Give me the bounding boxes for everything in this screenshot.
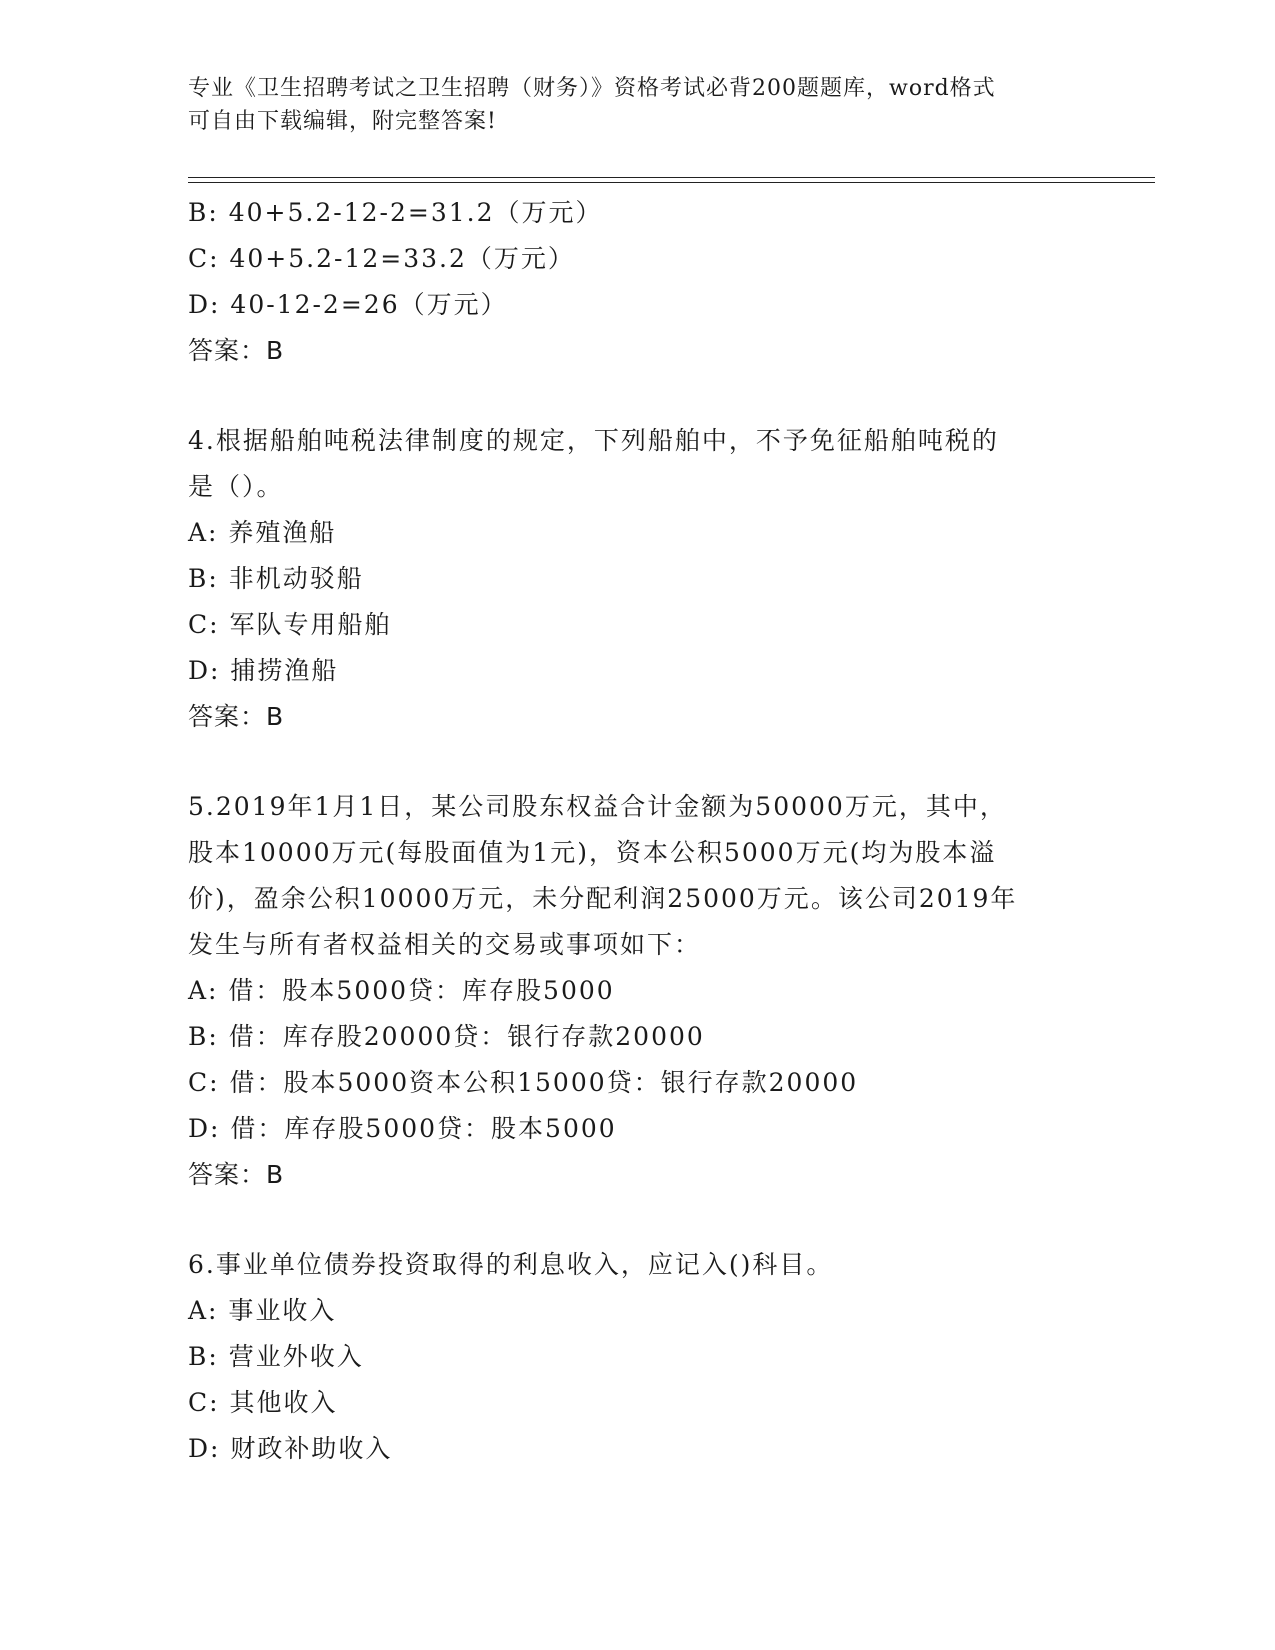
option-b: B: 40+5.2-12-2=31.2（万元）: [188, 198, 603, 227]
header-title-line-1: 专业《卫生招聘考试之卫生招聘（财务）》资格考试必背200题题库，word格式: [188, 76, 996, 101]
spacer: [188, 740, 1088, 784]
document-header: [188, 72, 1068, 138]
spacer: [188, 374, 1088, 418]
option-a: A: 养殖渔船: [188, 518, 337, 547]
option-b: B: 非机动驳船: [188, 564, 364, 593]
question-5: [188, 784, 1088, 1198]
option-d: D: 40-12-2=26（万元）: [188, 290, 508, 319]
question-stem: 5.2019年1月1日，某公司股东权益合计金额为50000万元，其中，: [188, 792, 1007, 821]
option-d: D: 捕捞渔船: [188, 656, 339, 685]
header-title-line-2: 可自由下载编辑，附完整答案!: [188, 109, 497, 134]
option-b: B: 营业外收入: [188, 1342, 364, 1371]
question-stem: 6.事业单位债券投资取得的利息收入，应记入()科目。: [188, 1250, 834, 1279]
option-c: C: 其他收入: [188, 1388, 338, 1417]
question-stem: 发生与所有者权益相关的交易或事项如下：: [188, 930, 702, 959]
option-c: C: 军队专用船舶: [188, 610, 392, 639]
spacer: [188, 1198, 1088, 1242]
option-b: B: 借：库存股20000贷：银行存款20000: [188, 1022, 705, 1051]
document-body: [188, 190, 1088, 1472]
option-a: A: 借：股本5000贷：库存股5000: [188, 976, 615, 1005]
question-stem: 4.根据船舶吨税法律制度的规定，下列船舶中，不予免征船舶吨税的: [188, 426, 999, 455]
header-divider: [188, 177, 1155, 183]
question-3-tail: [188, 190, 1088, 374]
option-a: A: 事业收入: [188, 1296, 337, 1325]
question-stem: 价)，盈余公积10000万元，未分配利润25000万元。该公司2019年: [188, 884, 1018, 913]
option-c: C: 借：股本5000资本公积15000贷：银行存款20000: [188, 1068, 859, 1097]
option-c: C: 40+5.2-12=33.2（万元）: [188, 244, 575, 273]
question-4: [188, 418, 1088, 740]
question-stem: 是（）。: [188, 472, 284, 501]
answer: 答案：B: [188, 702, 285, 731]
answer: 答案：B: [188, 336, 285, 365]
option-d: D: 财政补助收入: [188, 1434, 393, 1463]
question-6: [188, 1242, 1088, 1472]
answer: 答案：B: [188, 1160, 285, 1189]
option-d: D: 借：库存股5000贷：股本5000: [188, 1114, 617, 1143]
question-stem: 股本10000万元(每股面值为1元)，资本公积5000万元(均为股本溢: [188, 838, 997, 867]
